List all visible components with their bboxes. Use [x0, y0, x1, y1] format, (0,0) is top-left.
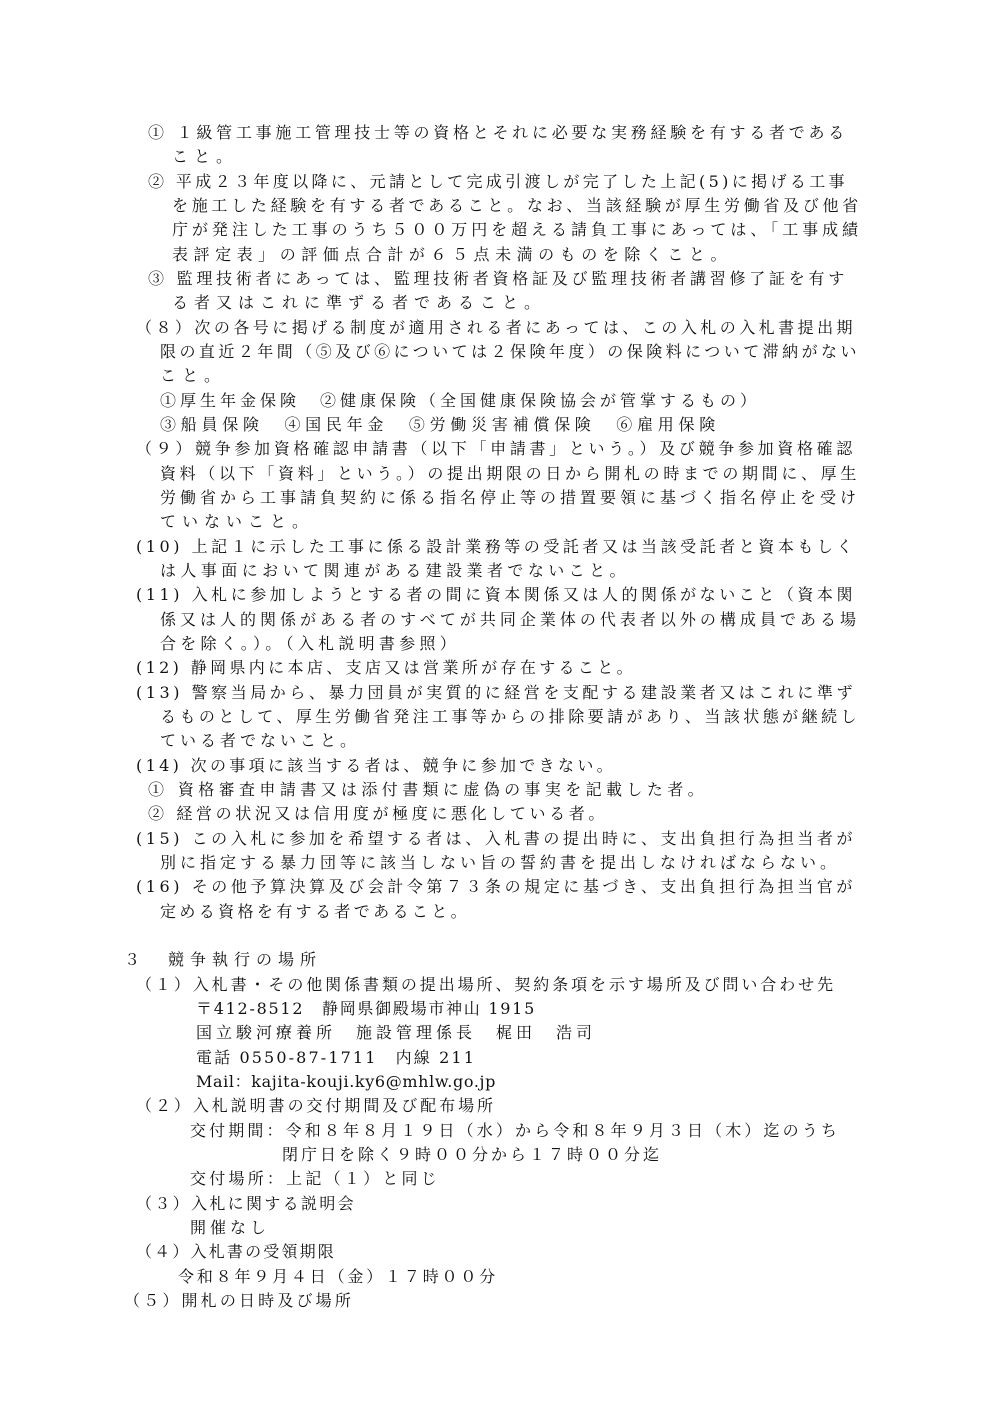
text-line: （４）入札書の受領期限 [136, 1242, 336, 1261]
text-line: を施工した経験を有する者であること。なお、当該経験が厚生労働省及び他省 [172, 196, 862, 215]
text-line: 庁が発注した工事のうち５００万円を超える請負工事にあっては、「工事成績 [172, 220, 862, 239]
text-line: こと。 [160, 366, 227, 385]
text-line: （８）次の各号に掲げる制度が適用される者にあっては、この入札の入札書提出期 [136, 318, 856, 337]
text-line: （５）開札の日時及び場所 [124, 1291, 354, 1310]
text-line: こと。 [172, 147, 239, 166]
text-line: は人事面において関連がある建設業者でないこと。 [160, 561, 630, 580]
text-line: 閉庁日を除く９時００分から１７時００分迄 [282, 1145, 662, 1164]
text-line: 交付期間：令和８年８月１９日（水）から令和８年９月３日（木）迄のうち [190, 1121, 840, 1140]
text-line: (12) 静岡県内に本店、支店又は営業所が存在すること。 [136, 658, 636, 677]
text-line: ている者でないこと。 [160, 731, 360, 750]
text-line: Mail：kajita-kouji.ky6@mhlw.go.jp [196, 1072, 496, 1091]
text-line: ② 経営の状況又は信用度が極度に悪化している者。 [148, 804, 608, 823]
text-line: 労働省から工事請負契約に係る指名停止等の措置要領に基づく指名停止を受け [160, 488, 860, 507]
text-line: 合を除く。）。（入札説明書参照） [160, 634, 460, 653]
text-line: （３）入札に関する説明会 [136, 1194, 356, 1213]
text-line: るものとして、厚生労働省発注工事等からの排除要請があり、当該状態が継続し [160, 707, 860, 726]
text-line: 限の直近２年間（⑤及び⑥については２保険年度）の保険料について滞納がない [160, 342, 860, 361]
text-line: ① １級管工事施工管理技士等の資格とそれに必要な実務経験を有する者である [148, 123, 848, 142]
text-line: 別に指定する暴力団等に該当しない旨の誓約書を提出しなければならない。 [160, 853, 840, 872]
text-line: 令和８年９月４日（金）１７時００分 [178, 1267, 498, 1286]
text-line: 資料（以下「資料」という。）の提出期限の日から開札の時までの期間に、厚生 [160, 464, 860, 483]
text-line: (14) 次の事項に該当する者は、競争に参加できない。 [136, 756, 616, 775]
text-line: ① 資格審査申請書又は添付書類に虚偽の事実を記載した者。 [148, 780, 708, 799]
text-line: 開催なし [190, 1218, 270, 1237]
section-heading: ３ 競争執行の場所 [124, 950, 323, 969]
text-line: ①厚生年金保険 ②健康保険（全国健康保険協会が管掌するもの） [160, 391, 760, 410]
text-line: (11) 入札に参加しようとする者の間に資本関係又は人的関係がないこと（資本関 [136, 585, 856, 604]
text-line: (10) 上記１に示した工事に係る設計業務等の受託者又は当該受託者と資本もしく [136, 537, 856, 556]
text-line: (16) その他予算決算及び会計令第７３条の規定に基づき、支出負担行為担当官が [136, 877, 856, 896]
text-line: ③船員保険 ④国民年金 ⑤労働災害補償保険 ⑥雇用保険 [160, 415, 720, 434]
text-line: 交付場所：上記（１）と同じ [190, 1169, 440, 1188]
text-line: る者又はこれに準ずる者であること。 [172, 293, 547, 312]
text-line: 表評定表」の評価点合計が６５点未満のものを除くこと。 [172, 245, 732, 264]
text-line: ② 平成２３年度以降に、元請として完成引渡しが完了した上記(5)に掲げる工事 [148, 172, 848, 191]
text-line: 電話 0550-87-1711 内線 211 [196, 1048, 476, 1067]
text-line: 〒412-8512 静岡県御殿場市神山 1915 [196, 999, 536, 1018]
text-line: （９）競争参加資格確認申請書（以下「申請書」という。）及び競争参加資格確認 [136, 439, 856, 458]
text-line: ていないこと。 [160, 512, 315, 531]
text-line: (15) この入札に参加を希望する者は、入札書の提出時に、支出負担行為担当者が [136, 829, 856, 848]
text-line: 定める資格を有する者であること。 [160, 902, 470, 921]
text-line: 国立駿河療養所 施設管理係長 梶田 浩司 [196, 1023, 596, 1042]
text-line: （１）入札書・その他関係書類の提出場所、契約条項を示す場所及び問い合わせ先 [136, 975, 836, 994]
text-line: ③ 監理技術者にあっては、監理技術者資格証及び監理技術者講習修了証を有す [148, 269, 848, 288]
text-line: （２）入札説明書の交付期間及び配布場所 [136, 1096, 496, 1115]
text-line: (13) 警察当局から、暴力団員が実質的に経営を支配する建設業者又はこれに準ず [136, 683, 856, 702]
text-line: 係又は人的関係がある者のすべてが共同企業体の代表者以外の構成員である場 [160, 610, 860, 629]
